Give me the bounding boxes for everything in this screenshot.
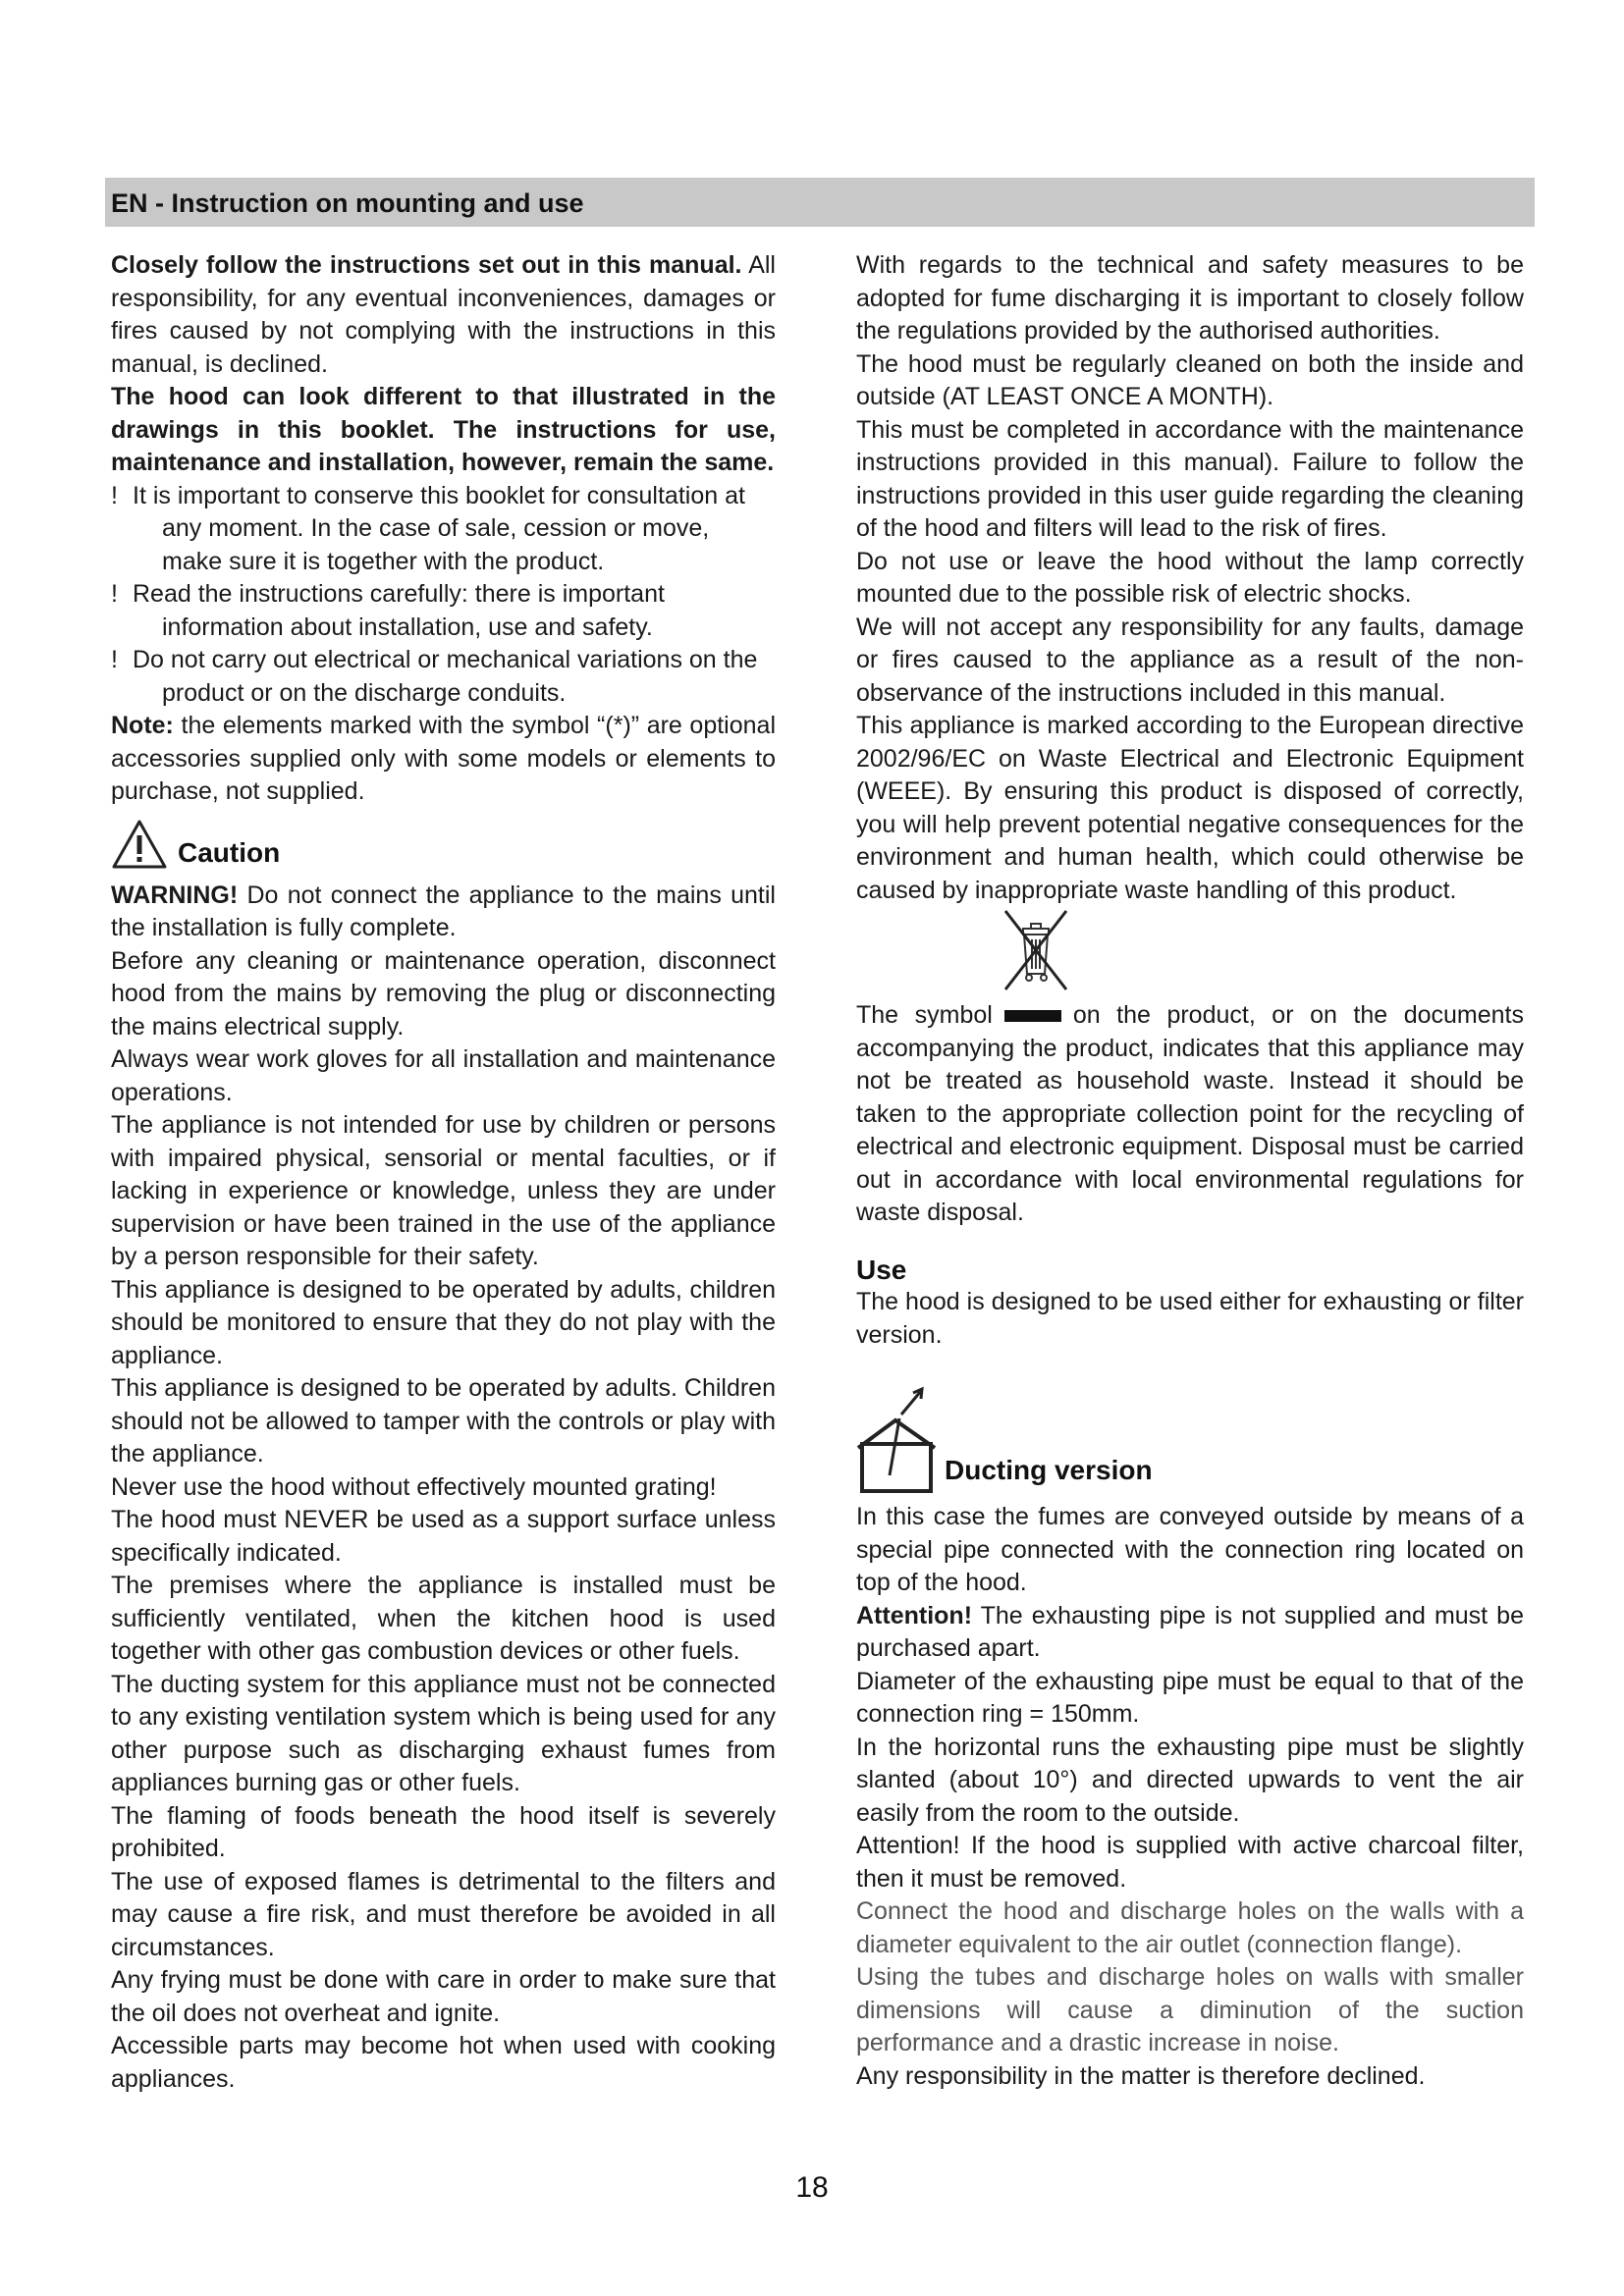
left-column [111,249,776,2096]
weee-paragraph: This appliance is marked according to the European directive 2002/96/EC on Waste Electrical and Electronic Equipment (WEEE). By ensuring this product is disposed of correctly, you will help prevent potential negative consequences for the environment and human health, which could otherwise be caused by inappropriate waste handling of this product. [856,712,1524,904]
section-header-band [105,178,1535,227]
warning-triangle-icon [111,819,168,870]
caution-paragraph: Accessible parts may become hot when used with cooking appliances. [111,2032,776,2093]
caution-paragraph: Always wear work gloves for all installation and maintenance operations. [111,1045,776,1106]
bold-notice: The hood can look different to that illustrated in the drawings in this booklet. The instructions for use, maintenance and installation, however, remain the same. [111,383,776,476]
use-paragraph: The hood is designed to be used either for exhausting or filter version. [856,1288,1524,1349]
caution-paragraph: Any frying must be done with care in order to make sure that the oil does not overheat and ignite. [111,1966,776,2027]
safety-paragraph: Do not use or leave the hood without the lamp correctly mounted due to the possible risk of electric shocks. [856,547,1524,608]
use-heading: Use [856,1254,907,1285]
gray-paragraph: Using the tubes and discharge holes on walls with smaller dimensions will cause a diminution of the suction performance and a drastic increase in noise. [856,1963,1524,2056]
warning-text: Do not connect the appliance to the mains until the installation is fully complete. [111,881,776,941]
intro-paragraph [111,249,776,381]
note-label: Note: [111,712,174,739]
caution-paragraph: This appliance is designed to be operated by adults, children should be monitored to ensure that they do not play with the appliance. [111,1275,776,1369]
caution-paragraph: Never use the hood without effectively mounted grating! [111,1472,717,1501]
safety-paragraph: With regards to the technical and safety measures to be adopted for fume discharging it is important to closely follow the regulations provided by the authorised authorities. [856,251,1524,345]
caution-paragraph: Before any cleaning or maintenance operation, disconnect hood from the mains by removing the plug or disconnecting the mains electrical supply. [111,946,776,1041]
ducting-paragraph: In the horizontal runs the exhausting pipe must be slightly slanted (about 10°) and directed upwards to vent the air easily from the room to the outside. [856,1733,1524,1827]
attention-text: The exhausting pipe is not supplied and must be purchased apart. [856,1601,1524,1662]
ducting-paragraph: Attention! If the hood is supplied with active charcoal filter, then it must be removed. [856,1832,1524,1893]
warning-label: WARNING! [111,881,239,909]
symbol-after-text: on the product, or on the documents accompanying the product, indicates that this appliance may not be treated as household waste. Instead it should be taken to the appropriate collection point for the recycling of electrical and electronic equipment. Disposal must be carried out in accordance with local environmental regulations for waste disposal. [856,1001,1524,1226]
intro-text: All responsibility, for any eventual inconveniences, damages or fires caused by not complying with the instructions in this manual, is declined. [111,251,776,378]
symbol-paragraph [856,999,1524,1230]
warning-paragraph [111,880,776,945]
ducting-paragraph: In this case the fumes are conveyed outside by means of a special pipe connected with the connection ring located on top of the hood. [856,1503,1524,1596]
note-paragraph [111,710,776,809]
attention-paragraph [856,1600,1524,1666]
intro-bold-text: Closely follow the instructions set out in this manual. [111,251,742,279]
bullet-item [111,480,776,579]
bullet-text: It is important to conserve this booklet for consultation at any moment. In the case of sale, cession or move, make sure it is together with the product. [133,481,745,575]
black-bar-symbol-icon [1004,1010,1061,1022]
ducting-section-header [856,1385,1524,1501]
gray-paragraph: Connect the hood and discharge holes on the walls with a diameter equivalent to the air outlet (connection flange). [856,1897,1524,1958]
caution-paragraph: The use of exposed flames is detrimental to the filters and may cause a fire risk, and must therefore be avoided in all circumstances. [111,1867,776,1961]
caution-paragraph: The ducting system for this appliance must not be connected to any existing ventilation system which is being used for any other purpose such as discharging exhaust fumes from appliances burning gas or other fuels. [111,1670,776,1796]
caution-paragraph: This appliance is designed to be operated by adults. Children should not be allowed to tamper with the controls or play with the appliance. [111,1374,776,1468]
bullet-item [111,578,776,644]
ducting-house-icon [856,1385,939,1495]
caution-paragraph: The appliance is not intended for use by children or persons with impaired physical, sensorial or mental faculties, or if lacking in experience or knowledge, unless they are under supervision or have been trained in the use of the appliance by a person responsible for their safety. [111,1111,776,1270]
bullet-mark: ! [111,580,118,608]
caution-paragraph: The hood must NEVER be used as a support surface unless specifically indicated. [111,1506,776,1567]
caution-section-header [111,815,776,880]
ducting-paragraph: Diameter of the exhausting pipe must be equal to that of the connection ring = 150mm. [856,1667,1524,1728]
ducting-heading: Ducting version [945,1455,1153,1485]
safety-paragraph: The hood must be regularly cleaned on both the inside and outside (AT LEAST ONCE A MONTH). [856,349,1524,410]
safety-paragraph: This must be completed in accordance with the maintenance instructions provided in this manual). Failure to follow the instructions provided in this user guide regarding the cleaning of the hood and filters will lead to the risk of fires. [856,415,1524,542]
section-title: EN - Instruction on mounting and use [111,188,584,218]
page-number: 18 [795,2171,829,2204]
bullet-text: Do not carry out electrical or mechanical variations on the product or on the discharge conduits. [133,646,758,707]
bullet-item [111,644,776,710]
safety-paragraph: We will not accept any responsibility for any faults, damage or fires caused to the appliance as a result of the non-observance of the instructions included in this manual. [856,613,1524,707]
bullet-text: Read the instructions carefully: there is important information about installation, use and safety. [133,580,665,641]
caution-heading: Caution [178,836,281,868]
weee-symbol-block [856,907,1524,999]
right-column [856,249,1524,2093]
attention-label: Attention! [856,1601,973,1629]
crossed-bin-icon [1000,907,1072,993]
caution-paragraph: The premises where the appliance is installed must be sufficiently ventilated, when the kitchen hood is used together with other gas combustion devices or other fuels. [111,1572,776,1665]
symbol-before-text: The symbol [856,1001,993,1029]
final-paragraph: Any responsibility in the matter is therefore declined. [856,2061,1426,2090]
bullet-mark: ! [111,481,118,509]
bullet-mark: ! [111,646,118,673]
note-text: the elements marked with the symbol “(*)” are optional accessories supplied only with some models or elements to purchase, not supplied. [111,712,776,805]
caution-paragraph: The flaming of foods beneath the hood itself is severely prohibited. [111,1801,776,1862]
